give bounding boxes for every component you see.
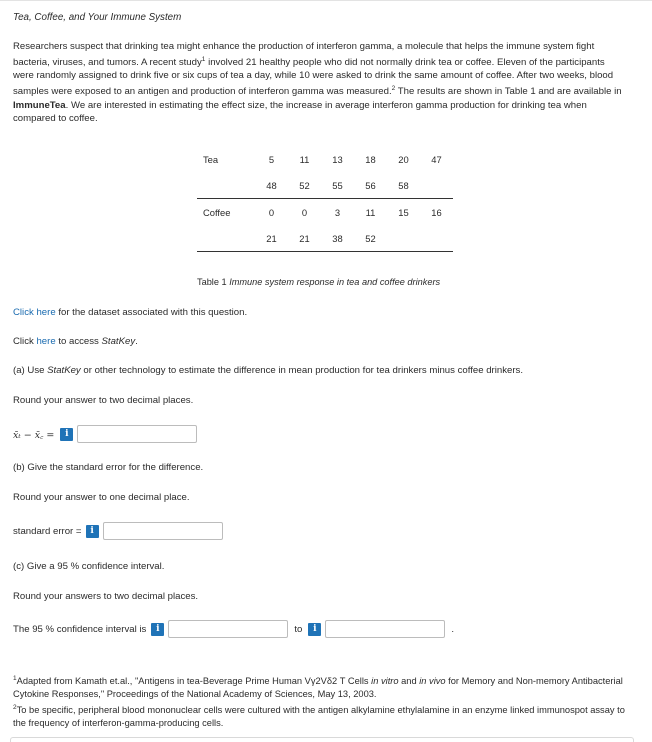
table-caption: Table 1 Immune system response in tea and coffee drinkers [197, 277, 441, 287]
question-b: (b) Give the standard error for the difference. [13, 462, 204, 473]
ci-lower-input[interactable] [168, 620, 288, 638]
statkey-link[interactable]: here [36, 336, 56, 347]
difference-input[interactable] [77, 425, 197, 443]
answer-row-c [13, 620, 454, 638]
question-a: (a) Use StatKey or other technology to estimate the difference in mean production for tea drinkers minus coffee drinkers. [13, 365, 523, 376]
period: . [451, 623, 455, 635]
to-label: to [294, 623, 303, 635]
round-instruction-c: Round your answers to two decimal places. [13, 591, 199, 602]
bottom-panel-edge [10, 737, 634, 742]
answer-row-a [13, 425, 197, 443]
footnote-1: $^1$Adapted from Kamath et.al., "Antigens in tea-Beverage Prime Human Vγ2Vδ2 T Cells in vitro and in vivo for Memory and Non-memory Antibacterial Cytokine Responses," Proceedings of the National Academy of Sciences, May 13, 2003. [13, 675, 623, 700]
coffee-label: Coffee [203, 206, 231, 218]
dataset-line: Click here for the dataset associated with this question. [13, 307, 248, 318]
info-icon[interactable]: i [151, 623, 164, 636]
info-icon[interactable]: i [308, 623, 321, 636]
table-row: 48 52 55 56 58 [197, 172, 453, 199]
round-instruction-a: Round your answer to two decimal places. [13, 395, 194, 406]
table-row: Coffee 0 0 3 11 15 16 [197, 199, 453, 226]
dataset-name: ImmuneTea [13, 99, 66, 111]
footnotes [13, 672, 638, 730]
table-row: 21 21 38 52 [197, 225, 453, 252]
page-title: Tea, Coffee, and Your Immune System [13, 12, 182, 23]
difference-label: x̄ₜ − x̄꜀ = [13, 429, 55, 441]
top-divider [0, 0, 652, 1]
question-c: (c) Give a 95 % confidence interval. [13, 561, 165, 572]
info-icon[interactable]: i [60, 428, 73, 441]
confidence-interval-label: The 95 % confidence interval is [13, 623, 147, 635]
footnote-2: $^2$To be specific, peripheral blood mononuclear cells were cultured with the antigen alkylamine ethylalamine in an enzyme linked immunospot assay to the frequency of interferon-gamma-producing cells. [13, 704, 625, 729]
data-table [197, 146, 453, 252]
standard-error-label: standard error = [13, 525, 82, 537]
dataset-link[interactable]: Click here [13, 307, 56, 318]
table-row: Tea 5 11 13 18 20 47 [197, 146, 453, 172]
info-icon[interactable]: i [86, 525, 99, 538]
statkey-line: Click here to access StatKey. [13, 336, 138, 347]
tea-label: Tea [203, 153, 219, 165]
answer-row-b [13, 522, 223, 540]
intro-paragraph: Researchers suspect that drinking tea might enhance the production of interferon gamma, a molecule that helps the immune system fight bacteria, viruses, and tumors. A recent study$^1$ involved 21 healthy people who did not normally drink tea or coffee. Eleven of the participants were randomly assigned to drink five or six cups of tea a day, while 10 were asked to drink the same amount of coffee. After two weeks, blood samples were exposed to an antigen and production of interferon gamma was measured.$^2$ The results are shown in Table 1 and are available in ImmuneTea. We are interested in estimating the effect size, the increase in average interferon gamma production for drinking tea when compared to coffee. [13, 41, 622, 124]
standard-error-input[interactable] [103, 522, 223, 540]
ci-upper-input[interactable] [325, 620, 445, 638]
round-instruction-b: Round your answer to one decimal place. [13, 492, 190, 503]
